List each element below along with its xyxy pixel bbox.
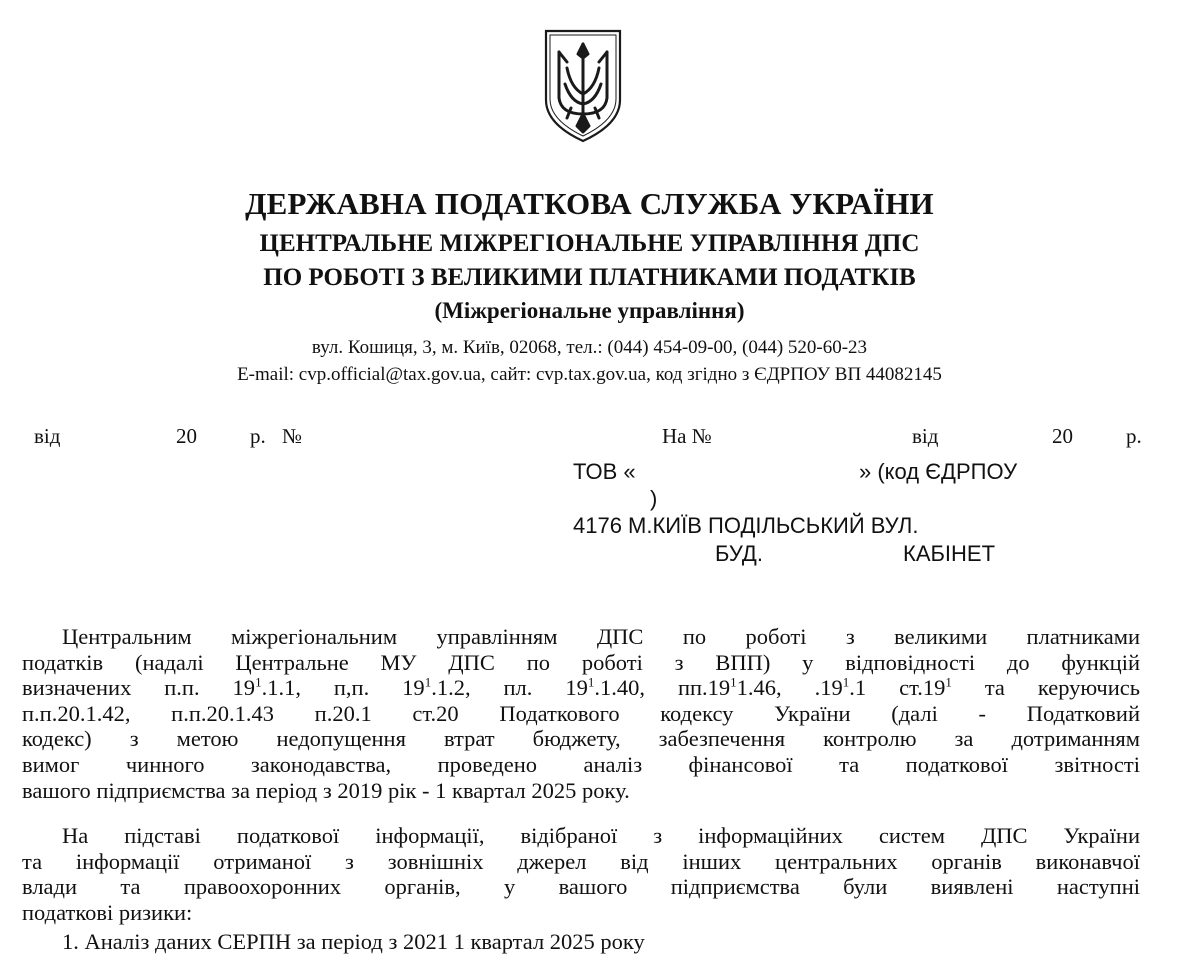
recipient-code-close: ) (650, 486, 658, 511)
dept-short-name: (Міжрегіональне управління) (434, 298, 745, 323)
dept-line-2: ПО РОБОТІ З ВЕЛИКИМИ ПЛАТНИКАМИ ПОДАТКІВ (263, 264, 916, 291)
paragraph-analysis (22, 624, 1140, 803)
recipient-code-label: » (код ЄДРПОУ (859, 459, 1018, 484)
paragraph-line: вимог чинного законодавства, проведено аналіз фінансової та податкової звітності (22, 751, 1140, 777)
paragraph-line: визначених п.п. $19^1.1.1$, п,п. $19^1.1.2$, пл. $19^1.1.40$, $пп.19^11.46$, $.19^1.1$ $ст.19^1$ та керуючись (22, 674, 1140, 701)
recipient-building: БУД. (715, 541, 763, 566)
from-label: від (34, 424, 61, 448)
year-prefix-2: 20 (1052, 424, 1073, 448)
number-sign: № (282, 424, 303, 448)
paragraph-line: та інформації отриманої з зовнішніх джерел від інших центральних органів виконавчої (22, 848, 1140, 874)
recipient-address: 4176 М.КИЇВ ПОДІЛЬСЬКИЙ ВУЛ. (573, 513, 919, 538)
paragraph-line: кодекс) з метою недопущення втрат бюджету, забезпечення контролю за дотриманням (22, 726, 1140, 752)
recipient-company-prefix: ТОВ « (573, 459, 636, 484)
recipient-office: КАБІНЕТ (903, 541, 996, 566)
paragraph-line: влади та правоохоронних органів, у вашого підприємства були виявлені наступні (22, 874, 1140, 900)
risk-list-item-1: 1. Аналіз даних СЕРПН за період з 2021 1 квартал 2025 року (62, 929, 645, 954)
year-suffix: р. (250, 424, 266, 448)
paragraph-line: Центральним міжрегіональним управлінням ДПС по роботі з великими платниками (62, 624, 1140, 649)
paragraph-line: вашого підприємства за період з 2019 рік - 1 квартал 2025 року. (22, 777, 630, 803)
paragraph-line: На підставі податкової інформації, відібраної з інформаційних систем ДПС України (62, 823, 1140, 848)
year-prefix: 20 (176, 424, 197, 448)
on-number-label: На № (662, 424, 712, 448)
paragraph-line: п.п.20.1.42, п.п.20.1.43 п.20.1 ст.20 Податкового кодексу України (далі - Податковий (22, 700, 1140, 726)
year-suffix-2: р. (1126, 424, 1142, 448)
dept-line-1: ЦЕНТРАЛЬНЕ МІЖРЕГІОНАЛЬНЕ УПРАВЛІННЯ ДПС (259, 230, 920, 257)
paragraph-line: податків (надалі Центральне МУ ДПС по роботі з ВПП) у відповідності до функцій (22, 649, 1140, 675)
trident-emblem-icon (541, 28, 625, 144)
paragraph-line: податкові ризики: (22, 899, 193, 925)
org-contacts: E-mail: cvp.official@tax.gov.ua, сайт: cvp.tax.gov.ua, код згідно з ЄДРПОУ ВП 44082145 (237, 364, 942, 385)
paragraph-risks (22, 823, 1140, 925)
from-label-2: від (912, 424, 939, 448)
org-address: вул. Кошиця, 3, м. Київ, 02068, тел.: (044) 454-09-00, (044) 520-60-23 (311, 337, 868, 358)
org-title: ДЕРЖАВНА ПОДАТКОВА СЛУЖБА УКРАЇНИ (245, 186, 934, 221)
